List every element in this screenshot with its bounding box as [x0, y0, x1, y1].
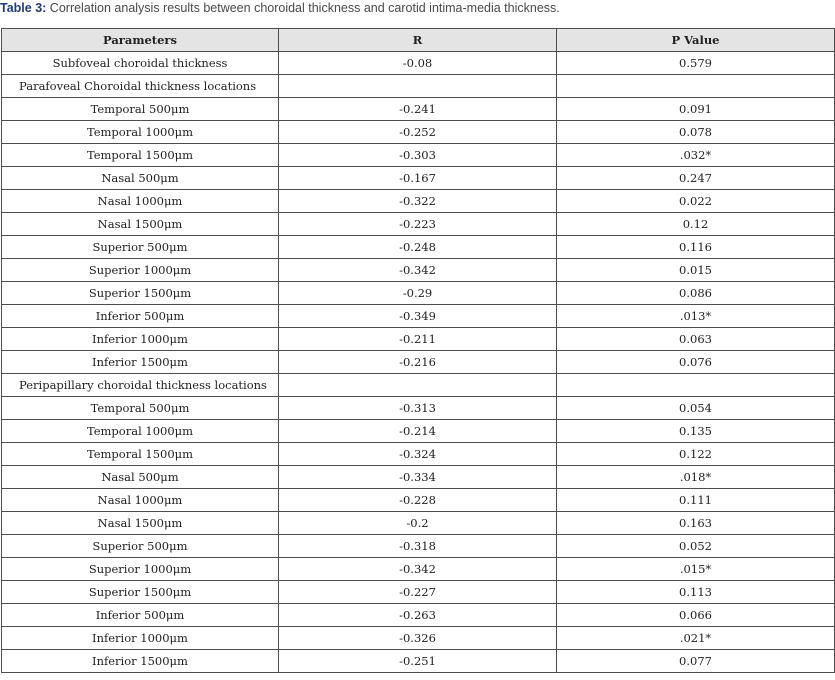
table-row [2, 236, 835, 259]
p-value-cell: .018* [557, 466, 835, 489]
parameter-cell: Nasal 1500μm [2, 213, 279, 236]
parameter-cell: Superior 500μm [2, 236, 279, 259]
r-value-cell: -0.251 [279, 650, 557, 673]
table-row [2, 305, 835, 328]
parameter-cell: Nasal 500μm [2, 466, 279, 489]
caption-label: Table 3: [0, 1, 47, 15]
section-label: Parafoveal Choroidal thickness locations [2, 75, 279, 98]
p-value-cell: 0.135 [557, 420, 835, 443]
table-row [2, 121, 835, 144]
table-row [2, 213, 835, 236]
r-value-cell: -0.326 [279, 627, 557, 650]
p-value-cell: 0.077 [557, 650, 835, 673]
parameter-cell: Inferior 500μm [2, 604, 279, 627]
table-row [2, 397, 835, 420]
table-row [2, 259, 835, 282]
r-value-cell: -0.342 [279, 558, 557, 581]
table-row [2, 558, 835, 581]
r-value-cell: -0.2 [279, 512, 557, 535]
section-row [2, 374, 835, 397]
table-row [2, 282, 835, 305]
table-row [2, 489, 835, 512]
empty-cell [279, 75, 557, 98]
parameter-cell: Inferior 1000μm [2, 328, 279, 351]
r-value-cell: -0.223 [279, 213, 557, 236]
p-value-cell: 0.066 [557, 604, 835, 627]
p-value-cell: .021* [557, 627, 835, 650]
r-value-cell: -0.216 [279, 351, 557, 374]
empty-cell [557, 75, 835, 98]
parameter-cell: Inferior 500μm [2, 305, 279, 328]
p-value-cell: 0.579 [557, 52, 835, 75]
table-row [2, 581, 835, 604]
table-row [2, 98, 835, 121]
r-value-cell: -0.318 [279, 535, 557, 558]
caption-text: Correlation analysis results between choroidal thickness and carotid intima-media thickness. [49, 1, 560, 15]
r-value-cell: -0.349 [279, 305, 557, 328]
table-caption [0, 0, 560, 17]
r-value-cell: -0.252 [279, 121, 557, 144]
p-value-cell: 0.078 [557, 121, 835, 144]
p-value-cell: 0.052 [557, 535, 835, 558]
parameter-cell: Inferior 1500μm [2, 650, 279, 673]
table-row [2, 535, 835, 558]
p-value-cell: 0.022 [557, 190, 835, 213]
table-row [2, 420, 835, 443]
table-row [2, 627, 835, 650]
r-value-cell: -0.322 [279, 190, 557, 213]
table-row [2, 512, 835, 535]
empty-cell [279, 374, 557, 397]
r-value-cell: -0.211 [279, 328, 557, 351]
parameter-cell: Nasal 500μm [2, 167, 279, 190]
r-value-cell: -0.167 [279, 167, 557, 190]
table-row [2, 144, 835, 167]
parameter-cell: Inferior 1500μm [2, 351, 279, 374]
r-value-cell: -0.324 [279, 443, 557, 466]
p-value-cell: 0.063 [557, 328, 835, 351]
table-row [2, 351, 835, 374]
header-parameters: Parameters [2, 29, 279, 52]
header-p-value: P Value [557, 29, 835, 52]
parameter-cell: Superior 1000μm [2, 259, 279, 282]
p-value-cell: 0.091 [557, 98, 835, 121]
table-header [2, 29, 835, 52]
r-value-cell: -0.228 [279, 489, 557, 512]
table-row [2, 328, 835, 351]
p-value-cell: .013* [557, 305, 835, 328]
table-row [2, 167, 835, 190]
p-value-cell: 0.054 [557, 397, 835, 420]
r-value-cell: -0.214 [279, 420, 557, 443]
p-value-cell: 0.12 [557, 213, 835, 236]
r-value-cell: -0.227 [279, 581, 557, 604]
table-row [2, 466, 835, 489]
r-value-cell: -0.08 [279, 52, 557, 75]
table-row [2, 52, 835, 75]
table-row [2, 650, 835, 673]
header-r: R [279, 29, 557, 52]
p-value-cell: 0.116 [557, 236, 835, 259]
parameter-cell: Temporal 1500μm [2, 443, 279, 466]
correlation-table [1, 28, 835, 673]
table-row [2, 604, 835, 627]
parameter-cell: Temporal 1000μm [2, 121, 279, 144]
header-row [2, 29, 835, 52]
parameter-cell: Nasal 1500μm [2, 512, 279, 535]
p-value-cell: 0.163 [557, 512, 835, 535]
parameter-cell: Nasal 1000μm [2, 489, 279, 512]
parameter-cell: Superior 1000μm [2, 558, 279, 581]
p-value-cell: 0.113 [557, 581, 835, 604]
section-label: Peripapillary choroidal thickness locations [2, 374, 279, 397]
parameter-cell: Temporal 500μm [2, 397, 279, 420]
parameter-cell: Nasal 1000μm [2, 190, 279, 213]
table-row [2, 190, 835, 213]
r-value-cell: -0.241 [279, 98, 557, 121]
p-value-cell: 0.086 [557, 282, 835, 305]
table-body [2, 52, 835, 673]
parameter-cell: Superior 500μm [2, 535, 279, 558]
empty-cell [557, 374, 835, 397]
section-row [2, 75, 835, 98]
r-value-cell: -0.303 [279, 144, 557, 167]
r-value-cell: -0.263 [279, 604, 557, 627]
r-value-cell: -0.248 [279, 236, 557, 259]
p-value-cell: 0.015 [557, 259, 835, 282]
parameter-cell: Temporal 1000μm [2, 420, 279, 443]
r-value-cell: -0.334 [279, 466, 557, 489]
r-value-cell: -0.342 [279, 259, 557, 282]
p-value-cell: 0.111 [557, 489, 835, 512]
parameter-cell: Subfoveal choroidal thickness [2, 52, 279, 75]
parameter-cell: Inferior 1000μm [2, 627, 279, 650]
p-value-cell: .032* [557, 144, 835, 167]
parameter-cell: Temporal 500μm [2, 98, 279, 121]
parameter-cell: Temporal 1500μm [2, 144, 279, 167]
parameter-cell: Superior 1500μm [2, 282, 279, 305]
r-value-cell: -0.29 [279, 282, 557, 305]
parameter-cell: Superior 1500μm [2, 581, 279, 604]
p-value-cell: 0.122 [557, 443, 835, 466]
p-value-cell: 0.247 [557, 167, 835, 190]
p-value-cell: .015* [557, 558, 835, 581]
p-value-cell: 0.076 [557, 351, 835, 374]
r-value-cell: -0.313 [279, 397, 557, 420]
table-row [2, 443, 835, 466]
